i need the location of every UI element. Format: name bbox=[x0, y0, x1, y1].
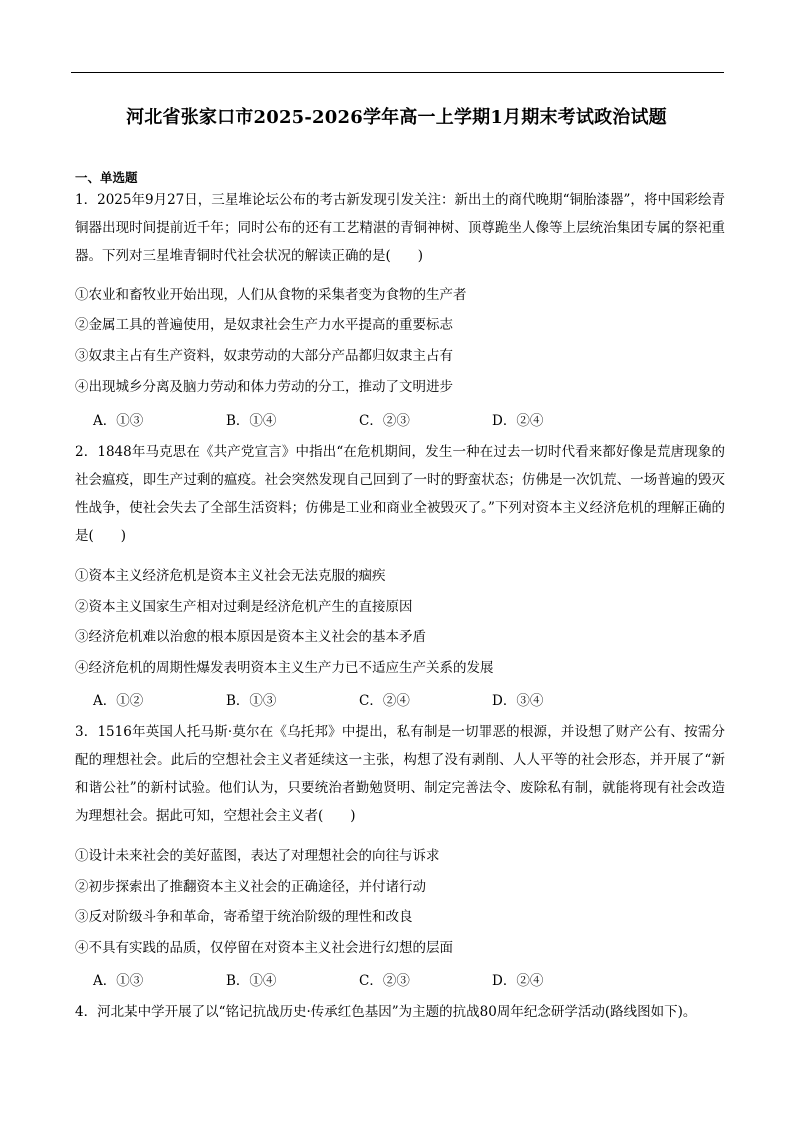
question-2-option-2: ②资本主义国家生产相对过剩是经济危机产生的直接原因 bbox=[75, 599, 413, 615]
question-4-stem: 4．河北某中学开展了以“铭记抗战历史·传承红色基因”为主题的抗战80周年纪念研学活动(路线图如下)。 bbox=[75, 1004, 697, 1020]
question-1-option-3: ③奴隶主占有生产资料，奴隶劳动的大部分产品都归奴隶主占有 bbox=[75, 348, 453, 364]
question-1-option-4: ④出现城乡分离及脑力劳动和体力劳动的分工，推动了文明进步 bbox=[75, 379, 453, 395]
choice-c[interactable]: C．②③ bbox=[359, 973, 410, 989]
header-rule bbox=[71, 72, 724, 73]
choice-b[interactable]: B．①④ bbox=[226, 413, 277, 429]
choice-c[interactable]: C．②④ bbox=[359, 693, 410, 709]
question-3-option-2: ②初步探索出了推翻资本主义社会的正确途径，并付诸行动 bbox=[75, 879, 426, 895]
section-heading: 一、单选题 bbox=[75, 170, 138, 185]
question-1-option-2: ②金属工具的普遍使用，是奴隶社会生产力水平提高的重要标志 bbox=[75, 317, 453, 333]
choice-d[interactable]: D．③④ bbox=[492, 693, 544, 709]
question-3-choices bbox=[93, 971, 543, 991]
question-1-choices bbox=[93, 411, 543, 431]
question-2-option-1: ①资本主义经济危机是资本主义社会无法克服的痼疾 bbox=[75, 568, 386, 584]
choice-b[interactable]: B．①③ bbox=[226, 693, 277, 709]
choice-b[interactable]: B．①④ bbox=[226, 973, 277, 989]
question-3-option-3: ③反对阶级斗争和革命，寄希望于统治阶级的理性和改良 bbox=[75, 909, 413, 925]
choice-d[interactable]: D．②④ bbox=[492, 973, 544, 989]
question-1-option-1: ①农业和畜牧业开始出现，人们从食物的采集者变为食物的生产者 bbox=[75, 287, 467, 303]
question-2-option-4: ④经济危机的周期性爆发表明资本主义生产力已不适应生产关系的发展 bbox=[75, 660, 494, 676]
question-2-option-3: ③经济危机难以治愈的根本原因是资本主义社会的基本矛盾 bbox=[75, 629, 426, 645]
choice-a[interactable]: A．①③ bbox=[93, 413, 144, 429]
question-3-stem: 3．1516年英国人托马斯·莫尔在《乌托邦》中提出，私有制是一切罪恶的根源，并设想了财产公有、按需分配的理想社会。此后的空想社会主义者延续这一主张，构想了没有剥削、人人平等的社会形态，并开展了“新和谐公社”的新村试验。他们认为，只要统治者勤勉贤明、制定完善法令、废除私有制，就能将现有社会改造为理想社会。据此可知，空想社会主义者( ) bbox=[75, 724, 725, 824]
question-3-option-4: ④不具有实践的品质，仅停留在对资本主义社会进行幻想的层面 bbox=[75, 940, 453, 956]
question-2-stem: 2．1848年马克思在《共产党宣言》中指出“在危机期间，发生一种在过去一切时代看来都好像是荒唐现象的社会瘟疫，即生产过剩的瘟疫。社会突然发现自己回到了一时的野蛮状态；仿佛是一次饥荒、一场普遍的毁灭性战争，使社会失去了全部生活资料；仿佛是工业和商业全被毁灭了。”下列对资本主义经济危机的理解正确的是( ) bbox=[75, 444, 725, 544]
choice-d[interactable]: D．②④ bbox=[492, 413, 544, 429]
question-2-choices bbox=[93, 691, 543, 711]
question-1-stem: 1．2025年9月27日，三星堆论坛公布的考古新发现引发关注：新出土的商代晚期“铜胎漆器”，将中国彩绘青铜器出现时间提前近千年；同时公布的还有工艺精湛的青铜神树、顶尊跪坐人像等上层统治集团专属的祭祀重器。下列对三星堆青铜时代社会状况的解读正确的是( ) bbox=[75, 192, 725, 264]
choice-c[interactable]: C．②③ bbox=[359, 413, 410, 429]
choice-a[interactable]: A．①② bbox=[93, 693, 144, 709]
choice-a[interactable]: A．①③ bbox=[93, 973, 144, 989]
question-3-option-1: ①设计未来社会的美好蓝图，表达了对理想社会的向往与诉求 bbox=[75, 848, 440, 864]
page-title: 河北省张家口市2025-2026学年高一上学期1月期末考试政治试题 bbox=[126, 107, 667, 128]
